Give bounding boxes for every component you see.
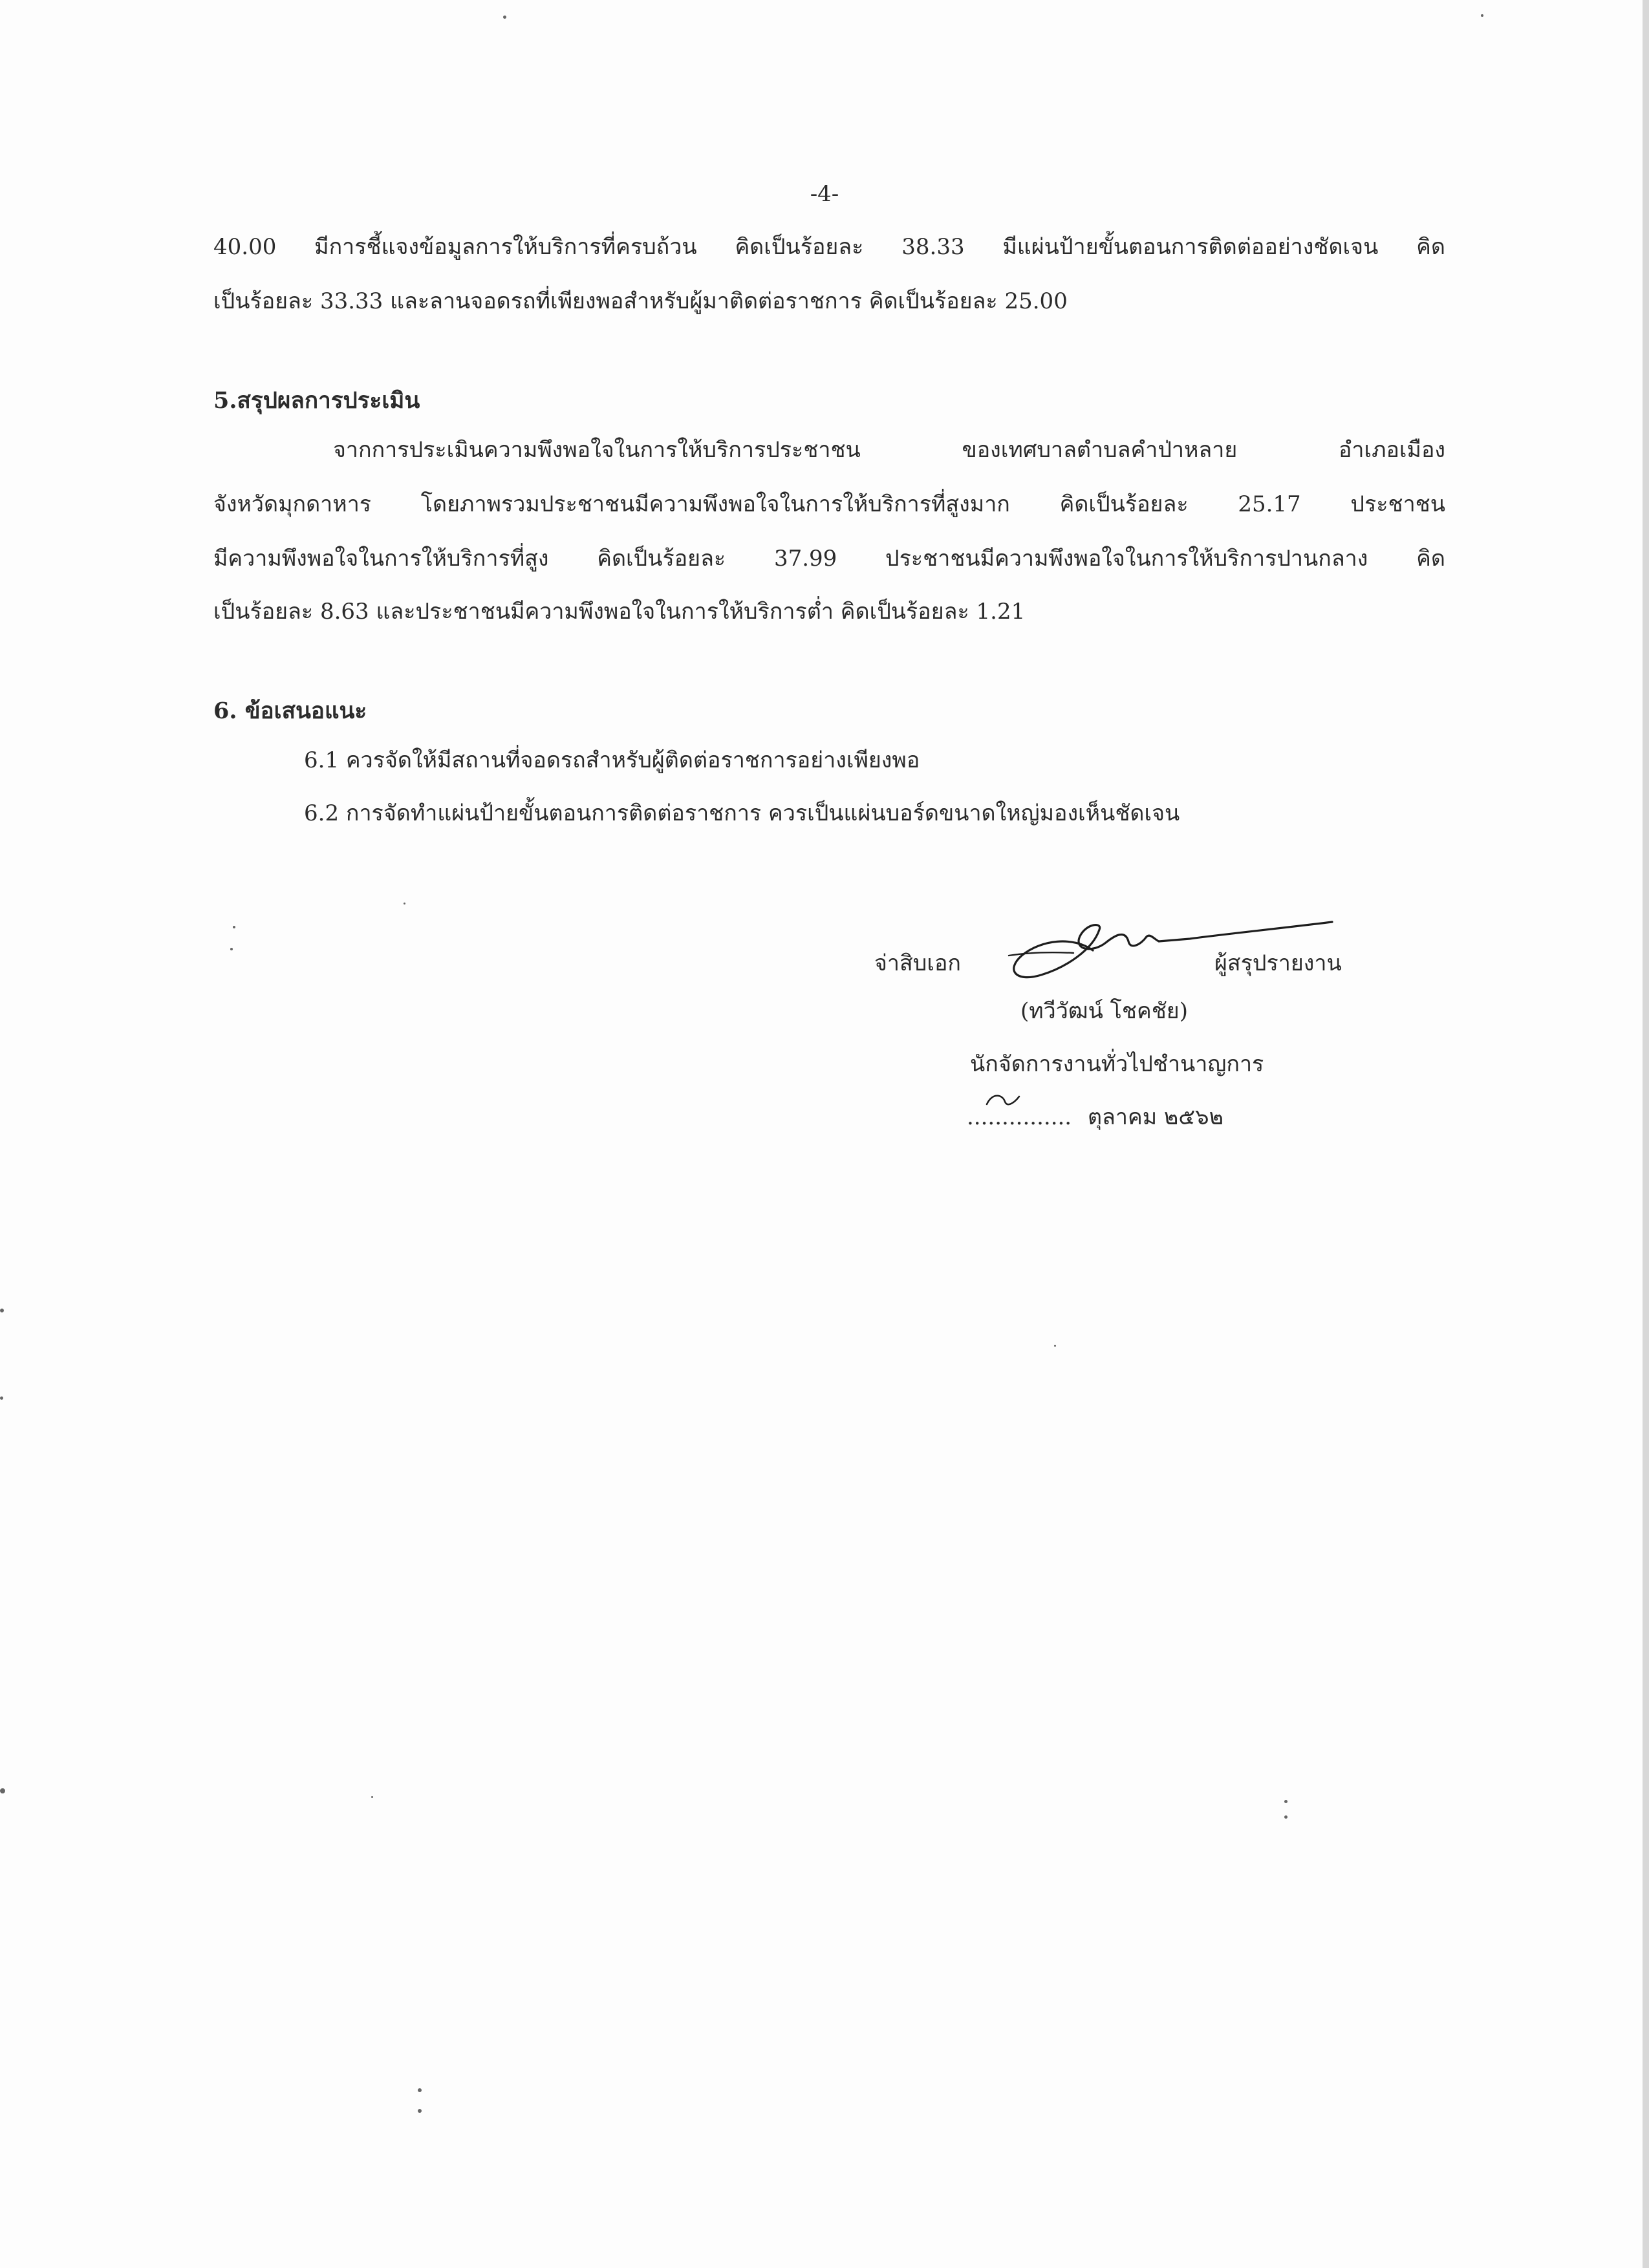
section-5-line-4: เป็นร้อยละ 8.63 และประชาชนมีความพึงพอใจในการให้บริการต่ำ คิดเป็นร้อยละ 1.21: [213, 599, 1026, 625]
text-segment: มีความพึงพอใจในการให้บริการที่สูง: [213, 546, 549, 572]
continuation-line-2: เป็นร้อยละ 33.33 และลานจอดรถที่เพียงพอสำหรับผู้มาติดต่อราชการ คิดเป็นร้อยละ 25.00: [213, 288, 1068, 314]
scan-edge: [1643, 0, 1649, 2268]
handwritten-day-mark: [983, 1090, 1022, 1109]
scan-speck: [418, 2088, 422, 2092]
text-segment: คิดเป็นร้อยละ: [735, 234, 864, 260]
section-5-line-3: [213, 546, 1445, 572]
section-5-line-1: [333, 437, 1445, 463]
text-segment: อำเภอเมือง: [1338, 437, 1445, 463]
scan-speck: [233, 926, 235, 928]
text-segment: คิด: [1416, 546, 1445, 572]
continuation-line-1: [213, 234, 1445, 260]
scan-speck: [0, 1309, 4, 1312]
signer-role: ผู้สรุปรายงาน: [1214, 950, 1342, 976]
text-segment: มีการชี้แจงข้อมูลการให้บริการที่ครบถ้วน: [314, 234, 697, 260]
text-segment: คิดเป็นร้อยละ: [597, 546, 726, 572]
date-text: ตุลาคม ๒๕๖๒: [1087, 1104, 1224, 1130]
text-segment: 25.17: [1238, 491, 1301, 517]
date-day-blank: ...............: [967, 1104, 1072, 1130]
text-segment: 37.99: [773, 546, 837, 572]
scan-speck: [0, 1788, 5, 1793]
scan-speck: [1284, 1800, 1288, 1803]
section-6-heading: 6. ข้อเสนอแนะ: [213, 698, 367, 724]
text-segment: ของเทศบาลตำบลคำป่าหลาย: [962, 437, 1238, 463]
text-segment: คิดเป็นร้อยละ: [1059, 491, 1189, 517]
text-segment: มีแผ่นป้ายขั้นตอนการติดต่ออย่างชัดเจน: [1002, 234, 1379, 260]
suggestion-item-2: 6.2 การจัดทำแผ่นป้ายขั้นตอนการติดต่อราชการ ควรเป็นแผ่นบอร์ดขนาดใหญ่มองเห็นชัดเจน: [304, 800, 1180, 826]
text-segment: จากการประเมินความพึงพอใจในการให้บริการประชาชน: [333, 437, 861, 463]
signer-name: (ทวีวัฒน์ โชคชัย): [1020, 998, 1188, 1024]
text-segment: โดยภาพรวมประชาชนมีความพึงพอใจในการให้บริการที่สูงมาก: [420, 491, 1010, 517]
section-5-heading: 5.สรุปผลการประเมิน: [213, 387, 420, 414]
scan-speck: [371, 1796, 373, 1798]
text-segment: ประชาชน: [1350, 491, 1445, 517]
scan-speck: [418, 2109, 422, 2113]
text-segment: จังหวัดมุกดาหาร: [213, 491, 372, 517]
scan-speck: [1054, 1345, 1056, 1347]
page-number: -4-: [810, 181, 839, 207]
text-segment: 40.00: [213, 234, 277, 260]
suggestion-item-1: 6.1 ควรจัดให้มีสถานที่จอดรถสำหรับผู้ติดต่อราชการอย่างเพียงพอ: [304, 747, 920, 773]
text-segment: ประชาชนมีความพึงพอใจในการให้บริการปานกลาง: [885, 546, 1368, 572]
scan-speck: [1284, 1815, 1288, 1819]
section-5-line-2: [213, 491, 1445, 517]
scan-speck: [230, 948, 233, 950]
scan-speck: [1481, 14, 1483, 17]
scan-speck: [503, 16, 506, 19]
signer-rank: จ่าสิบเอก: [874, 950, 961, 976]
signer-position: นักจัดการงานทั่วไปชำนาญการ: [970, 1051, 1264, 1077]
text-segment: คิด: [1416, 234, 1445, 260]
text-segment: 38.33: [901, 234, 965, 260]
scan-speck: [404, 903, 405, 904]
scan-speck: [0, 1396, 3, 1400]
